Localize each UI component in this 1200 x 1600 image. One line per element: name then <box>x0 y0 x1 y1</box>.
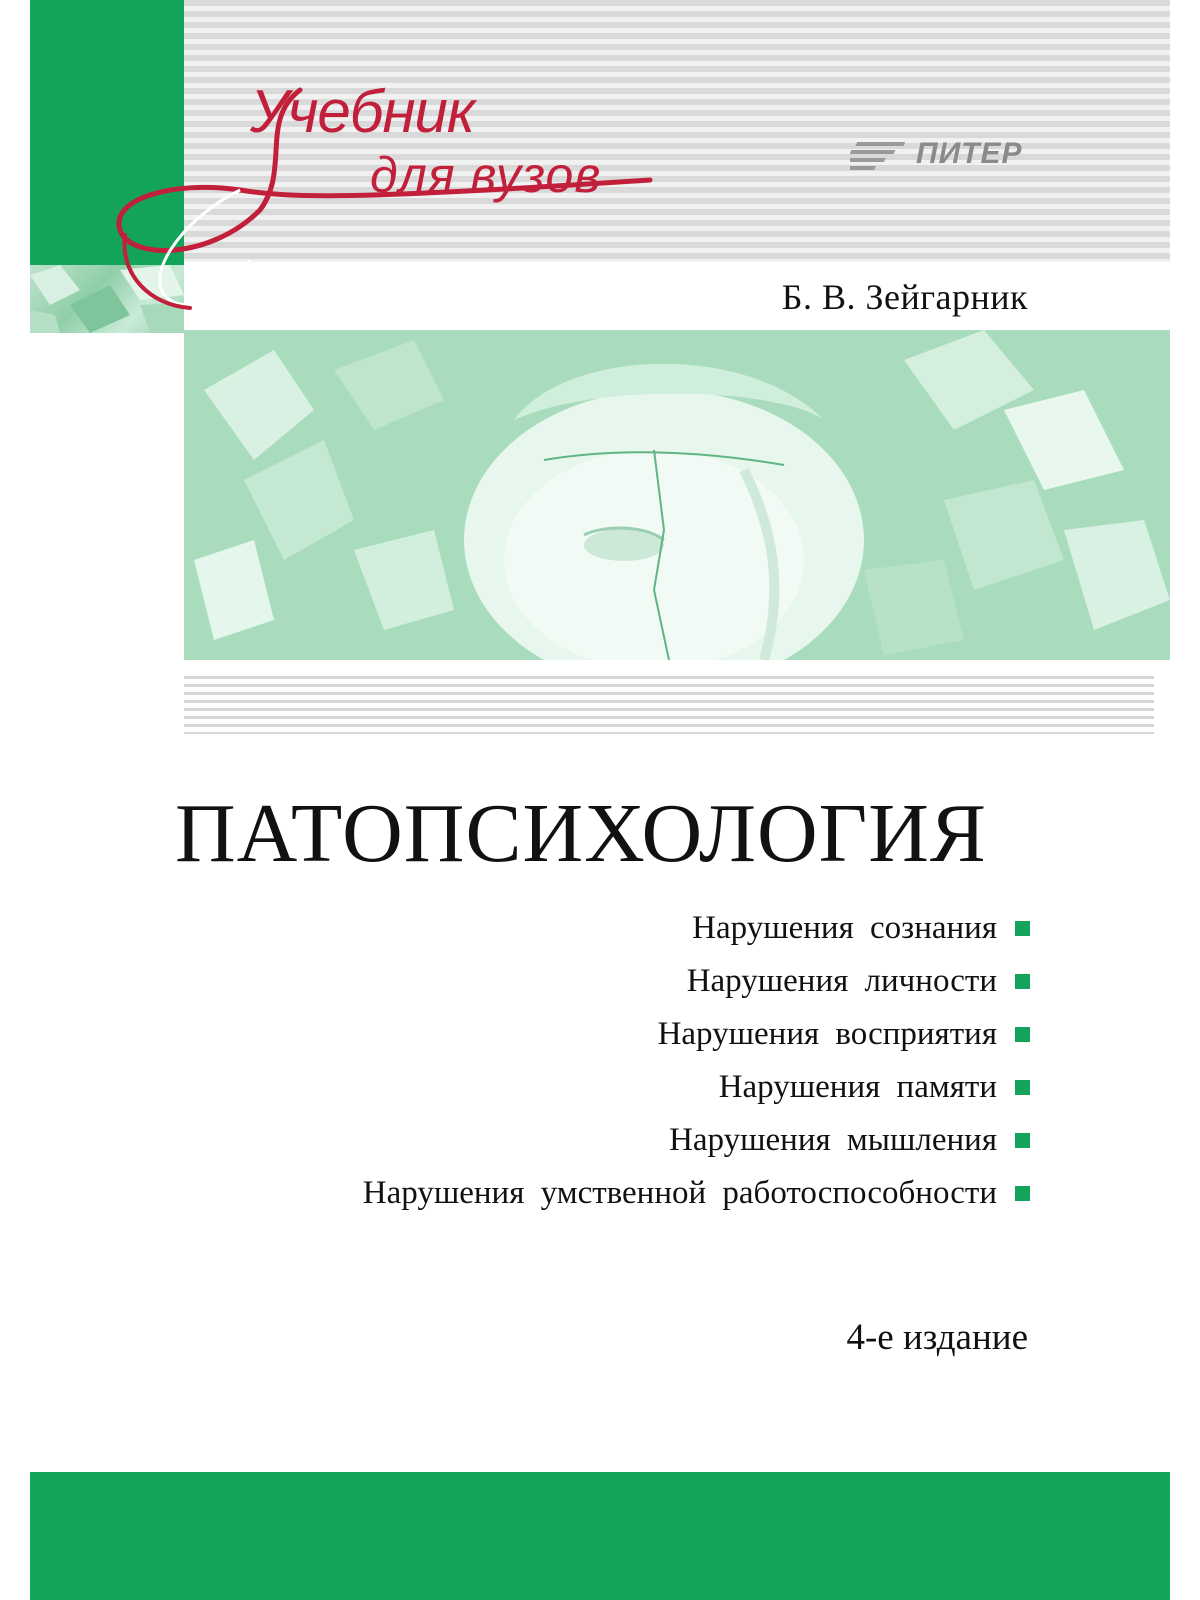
topic-label: Нарушения памяти <box>718 1069 997 1105</box>
piter-logo-icon <box>850 136 912 172</box>
topics-list <box>363 902 1030 1220</box>
topic-item <box>363 955 1030 1008</box>
topic-label: Нарушения мышления <box>669 1122 997 1158</box>
topic-label: Нарушения сознания <box>692 910 997 946</box>
bottom-green-band <box>30 1472 1170 1600</box>
author-name: Б. В. Зейгарник <box>781 277 1028 317</box>
bullet-square-icon <box>1015 1133 1030 1148</box>
topic-item <box>363 1061 1030 1114</box>
publisher-logo <box>850 134 1023 174</box>
bullet-square-icon <box>1015 921 1030 936</box>
series-title-line1: Учебник <box>250 78 475 145</box>
edition-label: 4-е издание <box>846 1317 1028 1358</box>
topic-item <box>363 1114 1030 1167</box>
bullet-square-icon <box>1015 1186 1030 1201</box>
bullet-square-icon <box>1015 1080 1030 1095</box>
cover-illustration <box>184 330 1170 660</box>
thin-striped-band <box>184 676 1154 734</box>
bullet-square-icon <box>1015 974 1030 989</box>
publisher-name: ПИТЕР <box>916 137 1023 170</box>
topic-item <box>363 1167 1030 1220</box>
topic-item <box>363 1008 1030 1061</box>
bullet-square-icon <box>1015 1027 1030 1042</box>
topic-label: Нарушения восприятия <box>657 1016 997 1052</box>
topic-label: Нарушения личности <box>686 963 997 999</box>
topic-item <box>363 902 1030 955</box>
series-title-line2: для вузов <box>370 147 602 203</box>
book-title: ПАТОПСИХОЛОГИЯ <box>175 787 987 880</box>
topic-label: Нарушения умственной работоспособности <box>362 1175 997 1211</box>
